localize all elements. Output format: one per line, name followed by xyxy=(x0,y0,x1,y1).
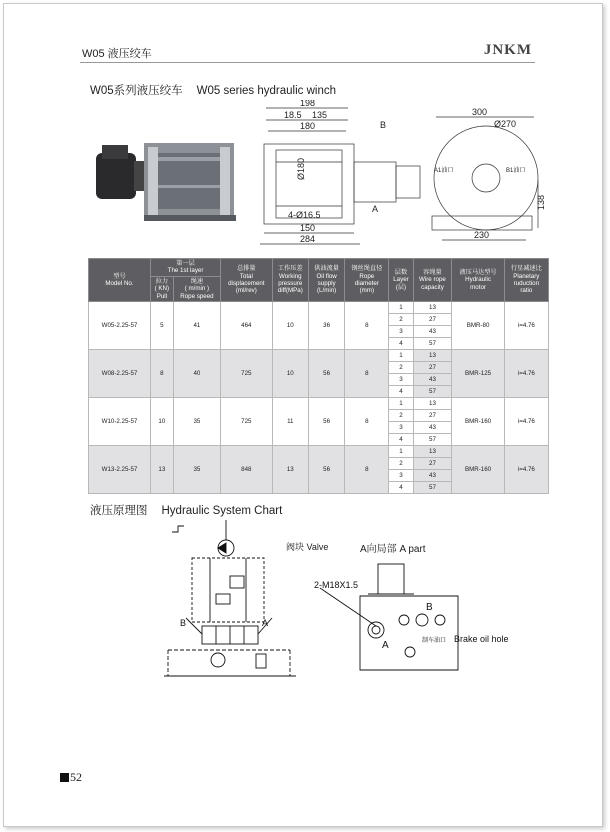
cell-capacity: 13 xyxy=(413,446,452,458)
cell-model: W10-2.25-57 xyxy=(89,398,151,446)
th-rope-diameter: 钢丝绳直径 Rope diameter (mm) xyxy=(345,259,389,302)
drawing-note-a1: A1油口 xyxy=(434,168,454,174)
dim-drum-dia: Ø180 xyxy=(296,157,306,180)
page-number xyxy=(60,770,82,785)
cell-model: W13-2.25-57 xyxy=(89,446,151,494)
cell-pressure: 10 xyxy=(272,350,308,398)
cell-layer: 2 xyxy=(389,314,413,326)
cell-layer: 4 xyxy=(389,338,413,350)
cell-motor: BMR-125 xyxy=(452,350,504,398)
th-motor: 液压马达型号 Hydraulic motor xyxy=(452,259,504,302)
schematic-port-a: A xyxy=(262,618,269,628)
cell-capacity: 13 xyxy=(413,302,452,314)
th-speed: 绳速 ( m/min ) Rope speed xyxy=(173,276,220,301)
hydraulic-title-cn: 液压原理图 xyxy=(90,505,148,517)
page-marker xyxy=(60,773,69,782)
cell-oil-flow: 56 xyxy=(309,446,345,494)
table-row xyxy=(89,398,549,410)
cell-capacity: 57 xyxy=(413,338,452,350)
cell-capacity: 43 xyxy=(413,422,452,434)
cell-pull: 10 xyxy=(151,398,174,446)
cell-motor: BMR-160 xyxy=(452,446,504,494)
cell-oil-flow: 56 xyxy=(309,398,345,446)
dim-18-5: 18.5 xyxy=(284,110,302,120)
table-row xyxy=(89,350,549,362)
section-title-en: W05 series hydraulic winch xyxy=(196,85,336,97)
cell-capacity: 43 xyxy=(413,326,452,338)
cell-ratio: i=4.76 xyxy=(504,302,548,350)
table-row xyxy=(89,302,549,314)
table-row xyxy=(89,446,549,458)
cell-layer: 1 xyxy=(389,302,413,314)
cell-layer: 1 xyxy=(389,446,413,458)
cell-layer: 1 xyxy=(389,350,413,362)
cell-motor: BMR-160 xyxy=(452,398,504,446)
dim-198: 198 xyxy=(300,100,316,108)
hydraulic-schematic xyxy=(160,518,300,678)
hydraulic-title xyxy=(90,502,296,518)
th-capacity: 容绳量 Wire rope capacity xyxy=(413,259,452,302)
cell-displacement: 725 xyxy=(221,398,272,446)
th-layer: 层数 Layer (层) xyxy=(389,259,413,302)
cell-rope-diameter: 8 xyxy=(345,302,389,350)
cell-layer: 3 xyxy=(389,374,413,386)
cell-pull: 13 xyxy=(151,446,174,494)
cell-pull: 8 xyxy=(151,350,174,398)
cell-capacity: 27 xyxy=(413,410,452,422)
cell-capacity: 27 xyxy=(413,314,452,326)
cell-model: W05-2.25-57 xyxy=(89,302,151,350)
spec-table xyxy=(88,258,549,494)
th-oil-flow: 供油流量 Oil flow supply (L/min) xyxy=(309,259,345,302)
th-displacement: 总排量 Total displacement (ml/rev) xyxy=(221,259,272,302)
cell-capacity: 27 xyxy=(413,458,452,470)
dim-138: 138 xyxy=(536,194,546,210)
cell-capacity: 57 xyxy=(413,482,452,494)
brand-logo: JNKM xyxy=(483,42,532,58)
brake-hole-cn: 制车油口 xyxy=(422,638,447,644)
cell-rope-diameter: 8 xyxy=(345,398,389,446)
a-part-label: A向局部 A part xyxy=(360,544,426,555)
cell-pressure: 13 xyxy=(272,446,308,494)
header-title: W05 液压绞车 xyxy=(82,48,152,60)
schematic-port-b: B xyxy=(180,618,187,628)
cell-motor: BMR-80 xyxy=(452,302,504,350)
valve-label: 阀块 Valve xyxy=(286,542,329,552)
cell-displacement: 848 xyxy=(221,446,272,494)
cell-layer: 1 xyxy=(389,398,413,410)
winch-photo xyxy=(88,135,244,225)
header-divider xyxy=(80,62,535,63)
cell-capacity: 57 xyxy=(413,386,452,398)
cell-rope-diameter: 8 xyxy=(345,350,389,398)
cell-rope-diameter: 8 xyxy=(345,446,389,494)
cell-layer: 3 xyxy=(389,326,413,338)
dim-284: 284 xyxy=(300,234,316,244)
th-pull: 拉力 ( KN) Pull xyxy=(151,276,174,301)
cell-layer: 2 xyxy=(389,362,413,374)
cell-oil-flow: 36 xyxy=(309,302,345,350)
cell-capacity: 43 xyxy=(413,470,452,482)
cell-pressure: 11 xyxy=(272,398,308,446)
dim-bolt-holes: 4-Ø16.5 xyxy=(288,210,321,220)
cell-speed: 40 xyxy=(173,350,220,398)
cell-speed: 41 xyxy=(173,302,220,350)
hydraulic-title-en: Hydraulic System Chart xyxy=(161,505,283,517)
dim-230: 230 xyxy=(474,230,490,240)
cell-speed: 35 xyxy=(173,398,220,446)
cell-capacity: 13 xyxy=(413,350,452,362)
cell-capacity: 43 xyxy=(413,374,452,386)
dim-180: 180 xyxy=(300,121,316,131)
th-ratio: 行星减速比 Planetary ruduction ratio xyxy=(504,259,548,302)
th-first-layer: 第一层 The 1st layer xyxy=(151,259,221,277)
cell-model: W08-2.25-57 xyxy=(89,350,151,398)
dim-135: 135 xyxy=(312,110,328,120)
cell-oil-flow: 56 xyxy=(309,350,345,398)
cell-speed: 35 xyxy=(173,446,220,494)
cell-capacity: 13 xyxy=(413,398,452,410)
drawing-port-b: B xyxy=(380,120,387,130)
cell-ratio: i=4.76 xyxy=(504,398,548,446)
cell-layer: 4 xyxy=(389,482,413,494)
cell-displacement: 725 xyxy=(221,350,272,398)
cell-ratio: i=4.76 xyxy=(504,446,548,494)
cell-layer: 2 xyxy=(389,458,413,470)
cell-ratio: i=4.76 xyxy=(504,350,548,398)
cell-layer: 4 xyxy=(389,434,413,446)
brake-oil-hole-label: Brake oil hole xyxy=(454,634,509,644)
th-pressure: 工作压差 Working pressure diff(MPa) xyxy=(272,259,308,302)
section-title-cn: W05系列液压绞车 xyxy=(90,85,183,97)
cell-pressure: 10 xyxy=(272,302,308,350)
a-part-port-a: A xyxy=(382,640,389,651)
a-part-port-b: B xyxy=(426,602,433,613)
page-number-text: 52 xyxy=(70,770,82,784)
section-title xyxy=(90,82,350,98)
a-part-drawing xyxy=(300,530,530,690)
cell-capacity: 57 xyxy=(413,434,452,446)
dim-270: Ø270 xyxy=(494,119,517,129)
drawing-note-b1: B1油口 xyxy=(506,168,526,174)
dim-300: 300 xyxy=(472,107,488,117)
cell-layer: 2 xyxy=(389,410,413,422)
cell-layer: 4 xyxy=(389,386,413,398)
cell-layer: 3 xyxy=(389,422,413,434)
cell-displacement: 464 xyxy=(221,302,272,350)
cell-layer: 3 xyxy=(389,470,413,482)
drawing-port-a: A xyxy=(372,204,379,214)
winch-dimension-drawing xyxy=(256,100,546,256)
dim-150: 150 xyxy=(300,223,316,233)
cell-pull: 5 xyxy=(151,302,174,350)
cell-capacity: 27 xyxy=(413,362,452,374)
thread-label: 2-M18X1.5 xyxy=(314,580,359,590)
th-model: 型号 Model No. xyxy=(89,259,151,302)
